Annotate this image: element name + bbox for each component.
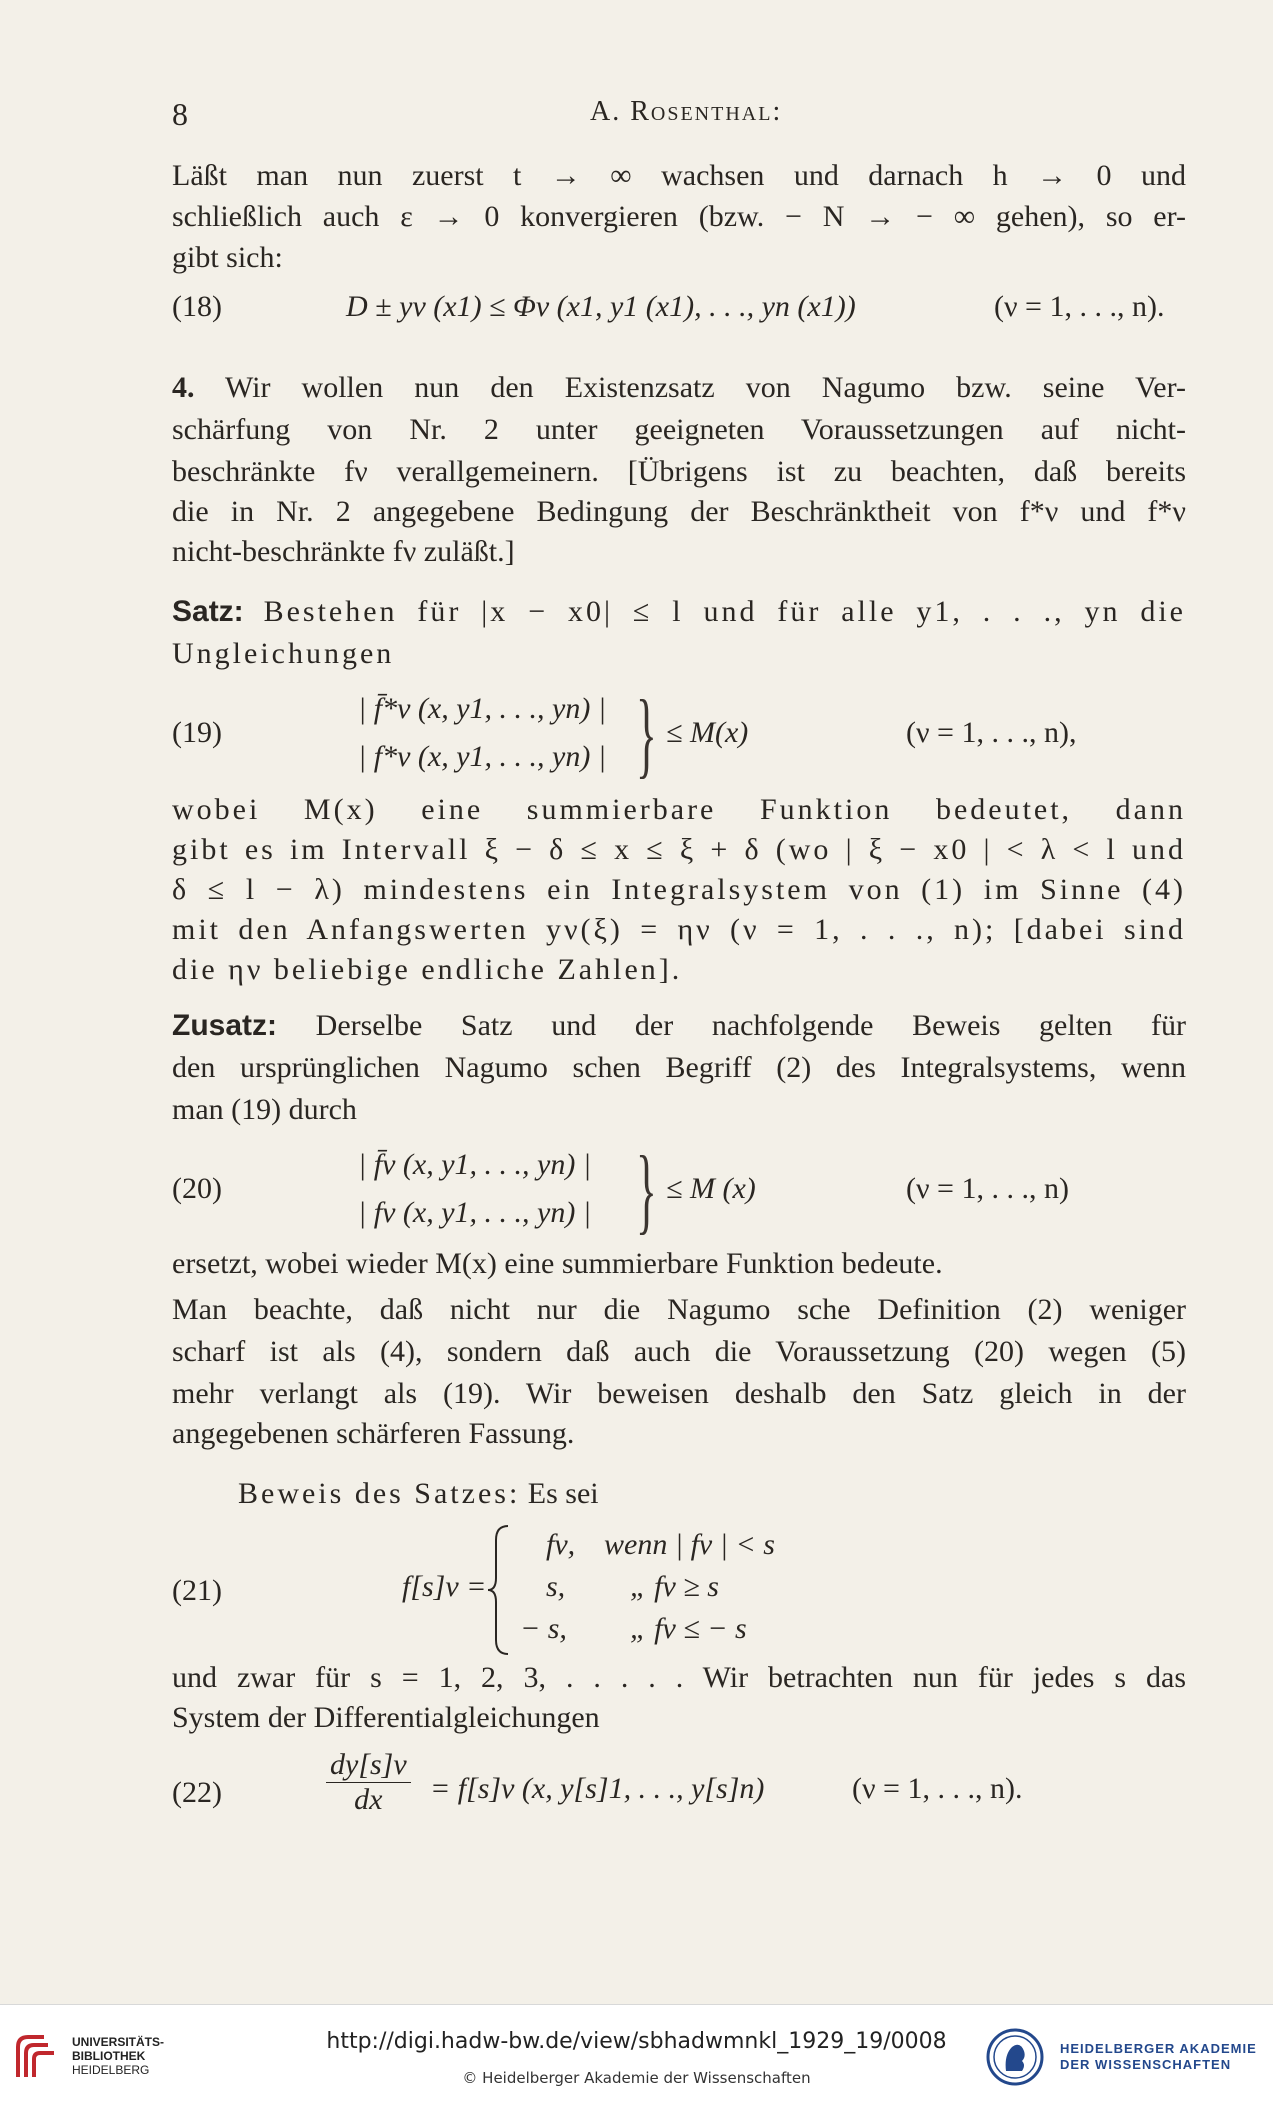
text-line: angegebenen schärferen Fassung.	[172, 1417, 575, 1450]
section-number: 4.	[172, 371, 195, 404]
text-line: gibt es im Intervall ξ − δ ≤ x ≤ ξ + δ (wo | ξ − x0 | < λ < l und	[172, 833, 1186, 866]
equation-21-lhs: f[s]ν =	[402, 1570, 487, 1603]
university-library-name: UNIVERSITÄTS- BIBLIOTHEK HEIDELBERG	[72, 2035, 165, 2077]
text-line: mehr verlangt als (19). Wir beweisen deshalb den Satz gleich in der	[172, 1377, 1186, 1410]
equation-range: (ν = 1, . . ., n).	[994, 290, 1165, 323]
text-line: man (19) durch	[172, 1093, 357, 1126]
case-3-condition: „ fν ≤ − s	[630, 1612, 747, 1645]
equation-20-rhs: ≤ M (x)	[666, 1172, 756, 1205]
equation-range: (ν = 1, . . ., n),	[906, 716, 1077, 749]
proof-line: Beweis des Satzes: Es sei	[238, 1477, 599, 1510]
corollary-label: Zusatz:	[172, 1009, 277, 1042]
equation-number: (18)	[172, 290, 222, 323]
equation-number: (22)	[172, 1776, 222, 1809]
footer-bar	[0, 2004, 1273, 2103]
text-line: die in Nr. 2 angegebene Bedingung der Beschränktheit von f*ν und f*ν	[172, 495, 1186, 528]
section-4-line-1: 4. Wir wollen nun den Existenzsatz von Nagumo bzw. seine Ver-	[172, 371, 1186, 404]
equation-number: (21)	[172, 1574, 222, 1607]
case-2-condition: „ fν ≥ s	[630, 1570, 719, 1603]
equation-22-rhs: = f[s]ν (x, y[s]1, . . ., y[s]n)	[430, 1772, 765, 1805]
equation-range: (ν = 1, . . ., n)	[906, 1172, 1069, 1205]
text-line: mit den Anfangswerten yν(ξ) = ην (ν = 1, . . ., n); [dabei sind	[172, 913, 1186, 946]
text-line: die ην beliebige endliche Zahlen].	[172, 953, 683, 986]
right-brace-icon: }	[636, 1136, 657, 1243]
equation-20-top: | f̄ν (x, y1, . . ., yn) |	[358, 1148, 592, 1181]
text-line: System der Differentialgleichungen	[172, 1701, 600, 1734]
text-line: wobei M(x) eine summierbare Funktion bedeutet, dann	[172, 793, 1186, 826]
copyright-notice: © Heidelberger Akademie der Wissenschaften	[462, 2069, 811, 2087]
text-line: schließlich auch ε → 0 konvergieren (bzw. − N → − ∞ gehen), so er-	[172, 200, 1186, 233]
equation-18: D ± yν (x1) ≤ Φν (x1, y1 (x1), . . ., yn (x1))	[346, 290, 856, 323]
case-2-value: s,	[546, 1570, 566, 1603]
case-1-condition: wenn | fν | < s	[604, 1528, 775, 1561]
academy-seal-logo-icon	[986, 2025, 1044, 2089]
fraction-denominator: dx	[354, 1783, 383, 1816]
right-brace-icon: }	[636, 680, 657, 787]
proof-label: Beweis des Satzes:	[238, 1477, 521, 1510]
text-line: Läßt man nun zuerst t → ∞ wachsen und darnach h → 0 und	[172, 159, 1186, 192]
text-line: den ursprünglichen Nagumo schen Begriff (2) des Integralsystems, wenn	[172, 1051, 1186, 1084]
text-line: schärfung von Nr. 2 unter geeigneten Voraussetzungen auf nicht-	[172, 413, 1186, 446]
text-line: δ ≤ l − λ) mindestens ein Integralsystem von (1) im Sinne (4)	[172, 873, 1186, 906]
equation-19-bottom: | f*ν (x, y1, . . ., yn) |	[358, 740, 607, 773]
text-line: und zwar für s = 1, 2, 3, . . . . . Wir betrachten nun für jedes s das	[172, 1661, 1186, 1694]
equation-22-lhs	[326, 1748, 411, 1817]
equation-number: (19)	[172, 716, 222, 749]
text-line: Man beachte, daß nicht nur die Nagumo sche Definition (2) weniger	[172, 1293, 1186, 1326]
fraction-numerator: dy[s]ν	[326, 1748, 411, 1783]
fraction	[326, 1748, 411, 1817]
left-brace-icon	[486, 1524, 512, 1656]
theorem-label: Satz:	[172, 595, 244, 628]
running-title: A. Rosenthal:	[590, 96, 783, 127]
equation-range: (ν = 1, . . ., n).	[852, 1772, 1023, 1805]
text-line: ersetzt, wobei wieder M(x) eine summierbare Funktion bedeute.	[172, 1247, 943, 1280]
equation-19-rhs: ≤ M(x)	[666, 716, 749, 749]
equation-number: (20)	[172, 1172, 222, 1205]
case-3-value: − s,	[520, 1612, 567, 1645]
text-line: scharf ist als (4), sondern daß auch die Voraussetzung (20) wegen (5)	[172, 1335, 1186, 1368]
equation-20-bottom: | fν (x, y1, . . ., yn) |	[358, 1196, 592, 1229]
page-number: 8	[172, 96, 188, 132]
case-1-value: fν,	[546, 1528, 576, 1561]
text-line: beschränkte fν verallgemeinern. [Übrigens ist zu beachten, daß bereits	[172, 455, 1186, 488]
text-line: Ungleichungen	[172, 637, 395, 670]
equation-19-top: | f̄*ν (x, y1, . . ., yn) |	[358, 692, 607, 725]
text-line: nicht-beschränkte fν zuläßt.]	[172, 535, 515, 568]
theorem-line-1: Satz: Bestehen für |x − x0| ≤ l und für alle y1, . . ., yn die	[172, 595, 1186, 628]
source-url-link[interactable]: http://digi.hadw-bw.de/view/sbhadwmnkl_1929_19/0008	[326, 2029, 947, 2054]
text-line: gibt sich:	[172, 241, 283, 274]
academy-name: HEIDELBERGER AKADEMIE DER WISSENSCHAFTEN	[1060, 2041, 1257, 2072]
corollary-line-1: Zusatz: Derselbe Satz und der nachfolgende Beweis gelten für	[172, 1009, 1186, 1042]
